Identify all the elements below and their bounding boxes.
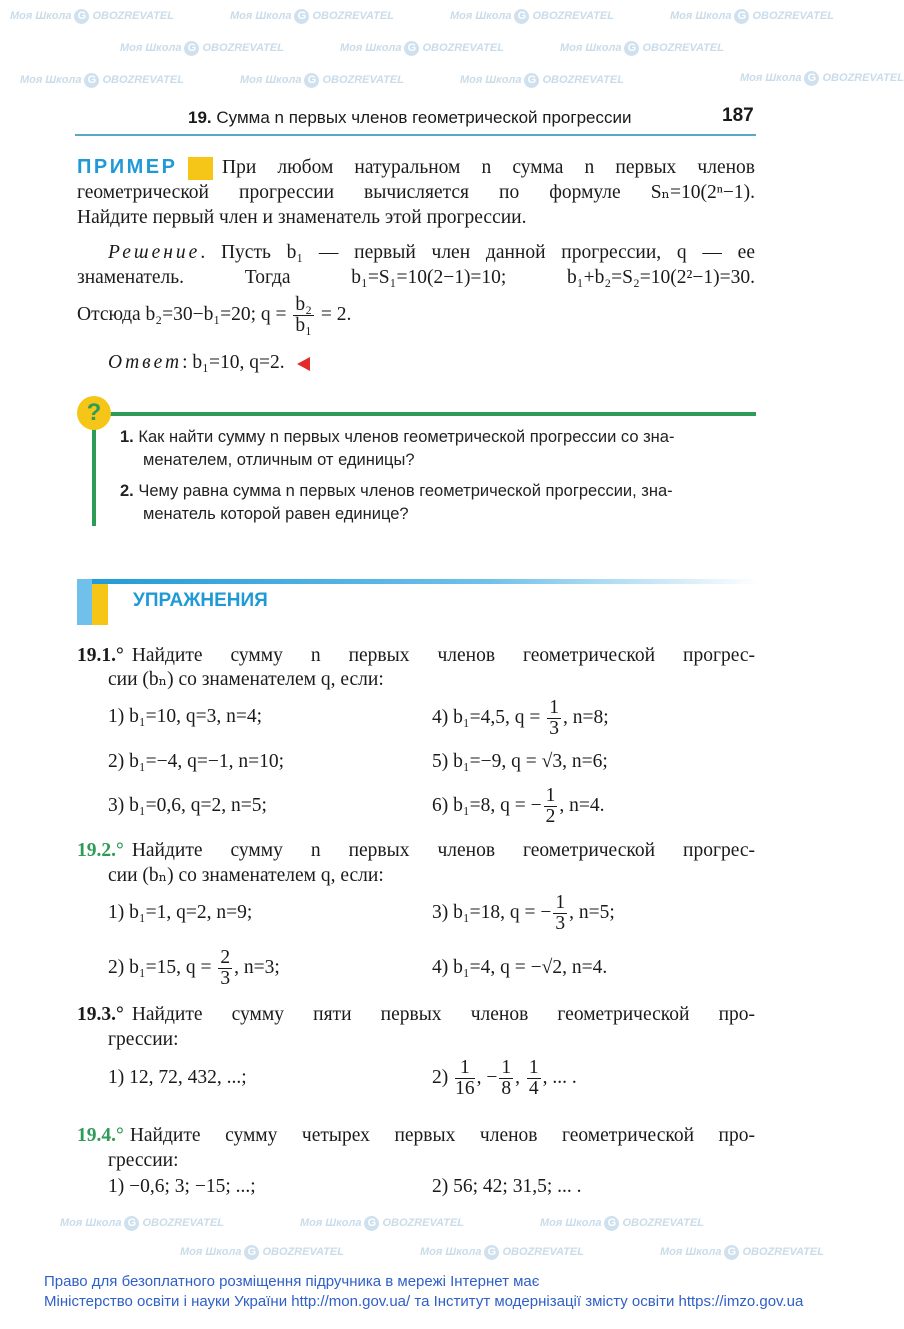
numerator: b₂	[295, 294, 312, 315]
question-text: менателем, отличным от единицы?	[143, 451, 415, 469]
exercise-item: 2) 56; 42; 31,5; ... .	[432, 1176, 582, 1197]
numerator: 1	[528, 1057, 539, 1078]
item-text: 2) b₁=15, q =	[108, 956, 217, 978]
solution-label: Решение	[108, 242, 201, 263]
exercise-19-3	[77, 1003, 755, 1027]
answer-label: Ответ	[108, 352, 183, 373]
item-text: 2)	[432, 1066, 454, 1088]
exercise-text: грессии:	[108, 1150, 179, 1171]
exercise-number: 19.4.°	[77, 1125, 124, 1146]
numerator: 2	[220, 947, 231, 968]
exercise-text: Найдите сумму четырех первых членов геометрической про-	[129, 1125, 755, 1146]
exercise-item	[432, 786, 605, 827]
item-text: 6) b₁=8, q = −	[432, 794, 542, 816]
example-line-3: Найдите первый член и знаменатель этой прогрессии.	[77, 207, 527, 228]
numerator: 1	[455, 1058, 475, 1079]
exercise-19-1	[77, 644, 755, 668]
fraction	[293, 295, 314, 336]
item-text: , n=3;	[234, 956, 280, 978]
exercise-item: 5) b₁=−9, q = √3, n=6;	[432, 751, 608, 772]
exercise-item: 4) b₁=4, q = −√2, n=4.	[432, 957, 608, 978]
watermark-logo: Моя Школа G OBOZREVATEL	[240, 73, 404, 86]
denominator: 2	[545, 806, 556, 827]
denominator: 16	[455, 1078, 475, 1099]
exercise-text: Найдите сумму n первых членов геометрической прогрес-	[131, 645, 755, 666]
exercise-item	[432, 1058, 577, 1099]
numerator: 1	[545, 785, 556, 806]
example-label: ПРИМЕР	[77, 156, 178, 178]
running-header	[188, 108, 632, 128]
denominator: b₁	[295, 315, 312, 336]
example-line-1: При любом натуральном n сумма n первых членов	[222, 157, 755, 178]
watermark-logo: Моя Школа G OBOZREVATEL	[230, 9, 394, 22]
question-icon: ?	[77, 396, 111, 430]
watermark-logo: Моя Школа G OBOZREVATEL	[540, 1216, 704, 1229]
example-line-2: геометрической прогрессии вычисляется по формуле Sₙ=10(2ⁿ−1).	[77, 182, 755, 203]
fraction	[553, 893, 567, 934]
solution-line-2: знаменатель. Тогда b₁=S₁=10(2−1)=10; b₁+b₂=S₂=10(2²−1)=30.	[77, 267, 755, 288]
exercise-number: 19.2.°	[77, 840, 124, 861]
item-text: ,	[515, 1066, 525, 1088]
watermark-logo: Моя Школа G OBOZREVATEL	[420, 1245, 584, 1258]
item-text: , n=5;	[569, 901, 615, 923]
exercise-item: 1) b₁=1, q=2, n=9;	[108, 902, 253, 923]
section-number: 19.	[188, 108, 212, 127]
exercise-item: 1) −0,6; 3; −15; ...;	[108, 1176, 256, 1197]
item-text: , ... .	[542, 1066, 577, 1088]
exercise-text: Найдите сумму пяти первых членов геометрической про-	[131, 1004, 755, 1025]
exercises-marker-yellow	[92, 584, 108, 625]
exercise-number: 19.1.°	[77, 645, 124, 666]
exercise-text: сии (bₙ) со знаменателем q, если:	[108, 865, 384, 886]
watermark-logo: Моя Школа G OBOZREVATEL	[340, 41, 504, 54]
solution-line-3	[77, 295, 351, 336]
question-2	[120, 480, 673, 526]
watermark-logo: Моя Школа G OBOZREVATEL	[300, 1216, 464, 1229]
watermark-logo: Моя Школа G OBOZREVATEL	[670, 9, 834, 22]
section-title: Сумма n первых членов геометрической прогрессии	[216, 108, 632, 127]
exercise-19-4	[77, 1124, 755, 1148]
answer-line	[108, 351, 310, 375]
exercises-marker-blue	[77, 579, 92, 625]
exercise-text: Найдите сумму n первых членов геометрической прогрес-	[131, 840, 755, 861]
denominator: 3	[549, 718, 560, 739]
fraction	[527, 1058, 541, 1099]
fraction	[544, 786, 558, 827]
watermark-logo: Моя Школа G OBOZREVATEL	[560, 41, 724, 54]
exercise-item: 1) b₁=10, q=3, n=4;	[108, 706, 263, 727]
fraction	[455, 1058, 475, 1099]
item-text: , −	[476, 1066, 498, 1088]
solution-line-1	[108, 241, 755, 265]
watermark-logo: Моя Школа G OBOZREVATEL	[20, 73, 184, 86]
footer-line-1: Право для безоплатного розміщення підручника в мережі Інтернет має	[44, 1273, 540, 1290]
exercise-text: грессии:	[108, 1029, 179, 1050]
header-rule	[75, 134, 756, 136]
question-text: Чему равна сумма n первых членов геометрической прогрессии, зна-	[138, 482, 673, 500]
fraction	[218, 948, 232, 989]
answer-text: : b₁=10, q=2.	[182, 352, 285, 373]
watermark-logo: Моя Школа G OBOZREVATEL	[180, 1245, 344, 1258]
example-marker	[188, 157, 213, 180]
watermark-logo: Моя Школа G OBOZREVATEL	[450, 9, 614, 22]
exercise-item: 2) b₁=−4, q=−1, n=10;	[108, 751, 285, 772]
denominator: 3	[220, 968, 231, 989]
denominator: 8	[501, 1078, 512, 1099]
question-number: 1.	[120, 428, 134, 446]
exercise-item	[108, 948, 280, 989]
item-text: , n=8;	[563, 706, 609, 728]
question-text: менатель которой равен единице?	[143, 505, 409, 523]
exercise-text: сии (bₙ) со знаменателем q, если:	[108, 669, 384, 690]
numerator: 1	[501, 1057, 512, 1078]
denominator: 3	[555, 913, 566, 934]
denominator: 4	[528, 1078, 539, 1099]
item-text: , n=4.	[559, 794, 605, 816]
question-number: 2.	[120, 482, 134, 500]
exercise-item: 1) 12, 72, 432, ...;	[108, 1067, 247, 1088]
watermark-logo: Моя Школа G OBOZREVATEL	[120, 41, 284, 54]
exercises-rule	[77, 579, 760, 584]
solution-text: = 2.	[315, 303, 352, 325]
watermark-logo: Моя Школа G OBOZREVATEL	[660, 1245, 824, 1258]
questions-left-rule	[92, 420, 96, 526]
question-1	[120, 426, 674, 472]
question-text: Как найти сумму n первых членов геометрической прогрессии со зна-	[138, 428, 675, 446]
exercise-item	[432, 893, 615, 934]
numerator: 1	[555, 892, 566, 913]
fraction	[547, 698, 561, 739]
questions-top-rule	[108, 412, 756, 416]
watermark-logo: Моя Школа G OBOZREVATEL	[60, 1216, 224, 1229]
footer-line-2: Міністерство освіти і науки України http://mon.gov.ua/ та Інститут модернізації змісту освіти https://imzo.gov.ua	[44, 1293, 804, 1310]
exercises-title: УПРАЖНЕНИЯ	[133, 590, 268, 611]
watermark-logo: Моя Школа G OBOZREVATEL	[10, 9, 174, 22]
end-of-example-icon	[297, 357, 310, 371]
page-number: 187	[722, 105, 754, 126]
watermark-logo: Моя Школа G OBOZREVATEL	[460, 73, 624, 86]
solution-text: . Пусть b₁ — первый член данной прогрессии, q — ее	[200, 242, 755, 263]
watermark-logo: Моя Школа G OBOZREVATEL	[740, 71, 904, 84]
item-text: 4) b₁=4,5, q =	[432, 706, 546, 728]
item-text: 3) b₁=18, q = −	[432, 901, 552, 923]
exercise-item: 3) b₁=0,6, q=2, n=5;	[108, 795, 267, 816]
numerator: 1	[549, 697, 560, 718]
exercise-item	[432, 698, 609, 739]
exercise-19-2	[77, 839, 755, 863]
fraction	[499, 1058, 513, 1099]
exercise-number: 19.3.°	[77, 1004, 124, 1025]
solution-text: Отсюда b₂=30−b₁=20; q =	[77, 303, 292, 325]
